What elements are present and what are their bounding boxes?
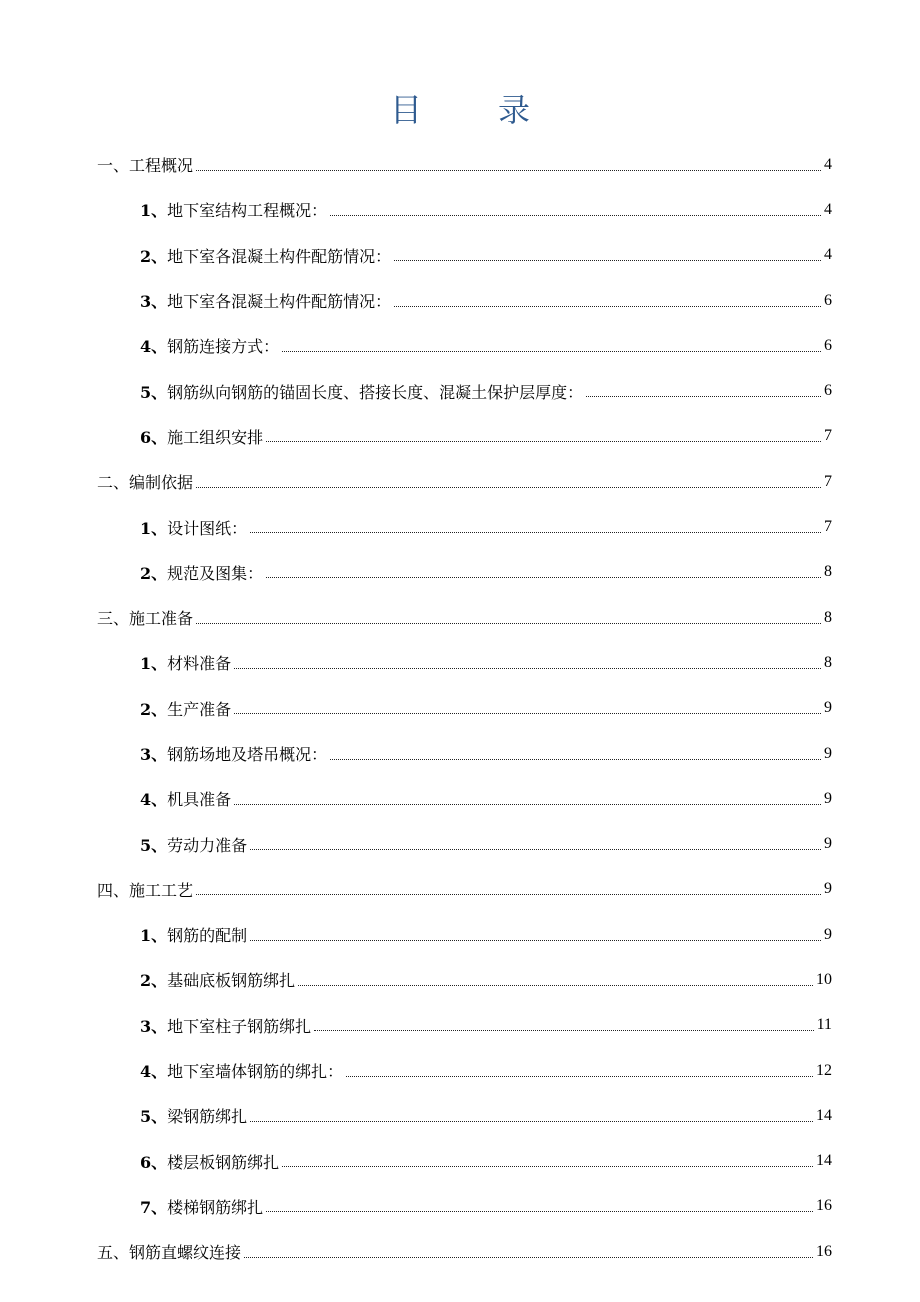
toc-entry-number: 4、 <box>140 1062 168 1082</box>
toc-entry-number: 6、 <box>140 1152 168 1172</box>
toc-entry-number: 2、 <box>140 971 168 991</box>
toc-entry-page-number: 7 <box>824 472 832 490</box>
toc-entry-number: 四、 <box>97 880 130 900</box>
toc-entry-number: 7、 <box>140 1197 168 1217</box>
toc-entry-number: 1、 <box>140 654 168 674</box>
toc-subsection-entry[interactable] <box>0 550 920 595</box>
dot-leader <box>234 712 821 714</box>
toc-entry-number: 4、 <box>140 790 168 810</box>
toc-subsection-entry[interactable] <box>0 1139 920 1184</box>
toc-entry-title: 地下室各混凝土构件配筋情况： <box>167 292 392 312</box>
toc-entry-page-number: 9 <box>824 925 832 943</box>
toc-entry-page-number: 6 <box>824 336 832 354</box>
dot-leader <box>394 305 821 307</box>
toc-entry-title: 地下室结构工程概况： <box>167 201 328 221</box>
toc-subsection-entry[interactable] <box>0 1048 920 1093</box>
toc-entry-number: 5、 <box>140 1107 168 1127</box>
dot-leader <box>330 758 821 760</box>
dot-leader <box>394 259 821 261</box>
toc-entry-title: 钢筋的配制 <box>167 926 248 946</box>
toc-entry-page-number: 9 <box>824 699 832 717</box>
toc-entry-page-number: 6 <box>824 291 832 309</box>
toc-section-entry[interactable] <box>0 1229 920 1274</box>
toc-entry-page-number: 7 <box>824 518 832 536</box>
toc-subsection-entry[interactable] <box>0 821 920 866</box>
toc-entry-title: 钢筋连接方式： <box>167 337 280 357</box>
toc-entry-title: 设计图纸： <box>167 518 248 538</box>
toc-entry-title: 机具准备 <box>167 790 232 810</box>
dot-leader <box>250 531 821 533</box>
toc-entry-number: 2、 <box>140 699 168 719</box>
toc-entry-number: 1、 <box>140 201 168 221</box>
dot-leader <box>250 1120 813 1122</box>
toc-entry-title: 钢筋场地及塔吊概况： <box>167 745 328 764</box>
toc-entry-number: 5、 <box>140 835 168 855</box>
dot-leader <box>266 1210 813 1212</box>
toc-entry-number: 2、 <box>140 246 168 266</box>
toc-subsection-entry[interactable] <box>0 187 920 232</box>
toc-subsection-entry[interactable] <box>0 368 920 413</box>
toc-entry-title: 钢筋直螺纹连接 <box>129 1243 242 1263</box>
toc-entry-page-number: 9 <box>824 880 832 898</box>
dot-leader <box>330 214 821 216</box>
toc-entry-page-number: 4 <box>824 200 832 218</box>
toc-subsection-entry[interactable] <box>0 912 920 957</box>
toc-entry-number: 3、 <box>140 1016 168 1036</box>
toc-subsection-entry[interactable] <box>0 1093 920 1138</box>
toc-entry-page-number: 8 <box>824 563 832 581</box>
toc-section-entry[interactable] <box>0 459 920 504</box>
toc-entry-title: 劳动力准备 <box>167 835 248 855</box>
dot-leader <box>244 1256 813 1258</box>
toc-subsection-entry[interactable] <box>0 1184 920 1229</box>
toc-entry-page-number: 9 <box>824 835 832 853</box>
toc-entry-title: 生产准备 <box>167 699 232 719</box>
toc-subsection-entry[interactable] <box>0 640 920 685</box>
toc-entry-page-number: 8 <box>824 608 832 626</box>
toc-entry-page-number: 16 <box>816 1242 832 1260</box>
dot-leader <box>196 486 821 488</box>
toc-subsection-entry[interactable] <box>0 957 920 1002</box>
toc-entry-page-number: 6 <box>824 382 832 400</box>
dot-leader <box>250 939 821 941</box>
table-of-contents <box>0 142 920 1274</box>
toc-entry-number: 3、 <box>140 292 168 312</box>
toc-entry-title: 楼梯钢筋绑扎 <box>167 1197 264 1217</box>
toc-subsection-entry[interactable] <box>0 414 920 459</box>
page-title: 目 录 <box>389 91 552 129</box>
toc-entry-number: 二、 <box>97 473 130 493</box>
toc-entry-page-number: 10 <box>816 970 832 988</box>
dot-leader <box>266 576 821 578</box>
toc-entry-number: 一、 <box>97 156 130 176</box>
dot-leader <box>196 169 821 171</box>
toc-entry-title: 施工组织安排 <box>167 427 264 447</box>
toc-entry-page-number: 9 <box>824 744 832 762</box>
toc-entry-page-number: 12 <box>816 1061 832 1079</box>
dot-leader <box>196 622 821 624</box>
toc-entry-title: 地下室墙体钢筋的绑扎： <box>167 1062 344 1082</box>
toc-entry-page-number: 16 <box>816 1197 832 1215</box>
toc-entry-title: 地下室柱子钢筋绑扎 <box>167 1016 312 1036</box>
toc-entry-title: 材料准备 <box>167 654 232 674</box>
toc-entry-number: 1、 <box>140 518 168 538</box>
toc-entry-title: 工程概况 <box>129 156 194 176</box>
toc-entry-page-number: 11 <box>816 1016 832 1034</box>
toc-entry-title: 梁钢筋绑扎 <box>167 1107 248 1127</box>
toc-subsection-entry[interactable] <box>0 233 920 278</box>
dot-leader <box>266 440 821 442</box>
dot-leader <box>250 848 821 850</box>
toc-subsection-entry[interactable] <box>0 323 920 368</box>
toc-entry-page-number: 9 <box>824 789 832 807</box>
dot-leader <box>282 1165 813 1167</box>
dot-leader <box>298 984 813 986</box>
dot-leader <box>346 1075 813 1077</box>
toc-entry-title: 基础底板钢筋绑扎 <box>167 971 296 991</box>
toc-entry-title: 施工准备 <box>129 609 194 629</box>
dot-leader <box>282 350 821 352</box>
toc-entry-title: 编制依据 <box>129 473 194 493</box>
dot-leader <box>234 803 821 805</box>
toc-entry-title: 施工工艺 <box>129 880 194 900</box>
toc-entry-title: 楼层板钢筋绑扎 <box>167 1152 280 1172</box>
toc-entry-page-number: 4 <box>824 246 832 264</box>
dot-leader <box>314 1029 813 1031</box>
toc-entry-page-number: 14 <box>816 1152 832 1170</box>
toc-entry-title: 地下室各混凝土构件配筋情况： <box>167 246 392 266</box>
toc-entry-page-number: 7 <box>824 427 832 445</box>
toc-entry-number: 5、 <box>140 382 168 402</box>
toc-section-entry[interactable] <box>0 142 920 187</box>
toc-entry-title: 钢筋纵向钢筋的锚固长度、搭接长度、混凝土保护层厚度： <box>167 382 584 402</box>
toc-entry-number: 2、 <box>140 563 168 583</box>
toc-entry-page-number: 8 <box>824 653 832 671</box>
toc-entry-number: 1、 <box>140 926 168 946</box>
dot-leader <box>586 395 821 397</box>
toc-entry-page-number: 4 <box>824 155 832 173</box>
toc-entry-number: 3、 <box>140 745 168 764</box>
dot-leader <box>234 667 821 669</box>
toc-entry-number: 4、 <box>140 337 168 357</box>
toc-section-entry[interactable] <box>0 867 920 912</box>
toc-entry-number: 三、 <box>97 609 130 629</box>
toc-section-entry[interactable] <box>0 595 920 640</box>
toc-entry-page-number: 14 <box>816 1106 832 1124</box>
toc-subsection-entry[interactable] <box>0 278 920 323</box>
dot-leader <box>196 893 821 895</box>
toc-subsection-entry[interactable] <box>0 731 920 776</box>
toc-entry-number: 6、 <box>140 427 168 447</box>
toc-entry-number: 五、 <box>97 1243 130 1263</box>
toc-subsection-entry[interactable] <box>0 1003 920 1048</box>
toc-subsection-entry[interactable] <box>0 504 920 549</box>
toc-subsection-entry[interactable] <box>0 686 920 731</box>
toc-subsection-entry[interactable] <box>0 776 920 821</box>
toc-entry-title: 规范及图集： <box>167 563 264 583</box>
